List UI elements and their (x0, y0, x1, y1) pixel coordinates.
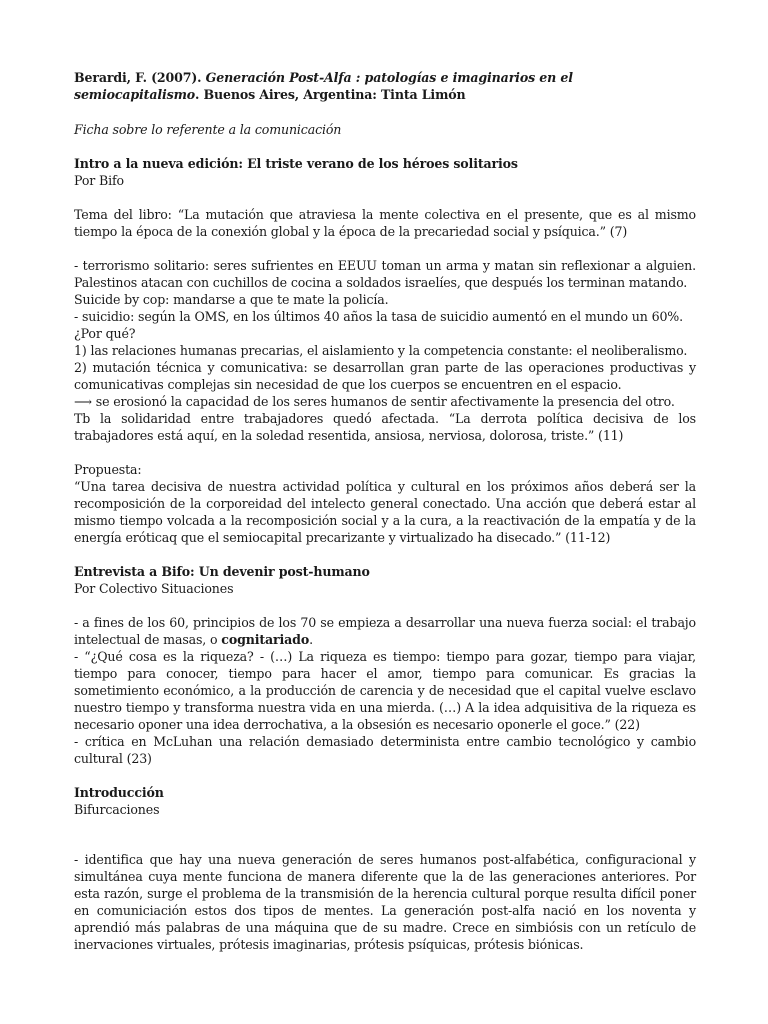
section-author-entrevista: Por Colectivo Situaciones (74, 581, 234, 596)
section-author-intro: Por Bifo (74, 173, 124, 188)
propuesta-label: Propuesta: (74, 462, 142, 477)
entrevista-point-1 (74, 614, 696, 648)
reference-title: Generación Post-Alfa : patologías e imaginarios en el semiocapitalismo (74, 70, 573, 102)
point-suicide-by-cop: Suicide by cop: mandarse a que te mate la policía. (74, 292, 389, 307)
propuesta-quote: “Una tarea decisiva de nuestra actividad política y cultural en los próximos años deberá ser la recomposición de la corporeidad del intelecto general conectado. Una acción que deberá estar al mismo tiempo volcada a la recomposición social y a la cura, a la reactivación de la empatía y de la energía eróticaq que el semiocapital precarizante y virtualizado ha disecado.” (11-12) (74, 479, 696, 545)
point-reason-2: 2) mutación técnica y comunicativa: se desarrollan gran parte de las operaciones productivas y comunicativas complejas sin necesidad de que los cuerpos se encuentren en el espacio. (74, 360, 696, 392)
ficha-subtitle: Ficha sobre lo referente a la comunicación (74, 122, 342, 137)
section-heading-intro: Intro a la nueva edición: El triste verano de los héroes solitarios (74, 156, 518, 171)
cognitariado-term: cognitariado (221, 632, 310, 647)
reference-publisher: . Buenos Aires, Argentina: Tinta Limón (195, 87, 466, 102)
point-por-que: ¿Por qué? (74, 326, 136, 341)
entrevista-point-3: - crítica en McLuhan una relación demasiado determinista entre cambio tecnológico y cambio cultural (23) (74, 734, 696, 766)
introduccion-point-1: - identifica que hay una nueva generación de seres humanos post-alfabética, configuracional y simultánea cuya mente funciona de manera diferente que la de las generaciones anteriores. Por esta razón, surge el problema de la transmisión de la herencia cultural porque resulta difícil poner en comuniciación estos dos tipos de mentes. La generación post-alfa nació en los noventa y aprendió más palabras de una máquina que de su madre. Crece en simbiósis con un retículo de inervaciones virtuales, prótesis imaginarias, prótesis psíquicas, prótesis biónicas. (74, 852, 696, 952)
point-reason-1: 1) las relaciones humanas precarias, el aislamiento y la competencia constante: el neoliberalismo. (74, 343, 688, 358)
section-subheading-bifurcaciones: Bifurcaciones (74, 802, 160, 817)
section-heading-introduccion: Introducción (74, 785, 164, 800)
bibliographic-reference (74, 69, 696, 103)
point-terrorismo: - terrorismo solitario: seres sufrientes en EEUU toman un arma y matan sin reflexionar a alguien. Palestinos atacan con cuchillos de cocina a soldados israelíes, que después los terminan matando. (74, 258, 696, 290)
point-solidaridad: Tb la solidaridad entre trabajadores quedó afectada. “La derrota política decisiva de los trabajadores está aquí, en la soledad resentida, ansiosa, nerviosa, dolorosa, triste.” (11) (74, 411, 696, 443)
entrevista-point-1-text: - a fines de los 60, principios de los 70 se empieza a desarrollar una nueva fuerza social: el trabajo intelectual de masas, o (74, 615, 696, 647)
entrevista-point-2: - “¿Qué cosa es la riqueza? - (…) La riqueza es tiempo: tiempo para gozar, tiempo para viajar, tiempo para conocer, tiempo para hacer el amor, tiempo para comunicar. Es gracias la sometimiento económico, a la producción de carencia y de necesidad que el capital vuelve esclavo nuestro tiempo y transforma nuestra vida en una mierda. (…) A la idea adquisitiva de la riqueza es necesario oponer una idea derrochativa, a la obsesión es necesario oponerle el goce.” (22) (74, 649, 696, 732)
entrevista-point-1-end: . (309, 632, 313, 647)
point-suicidio: - suicidio: según la OMS, en los últimos 40 años la tasa de suicidio aumentó en el mundo un 60%. (74, 309, 683, 324)
point-arrow: ⟶ se erosionó la capacidad de los seres humanos de sentir afectivamente la presencia del otro. (74, 394, 675, 409)
reference-author-year: Berardi, F. (2007). (74, 70, 206, 85)
section-heading-entrevista: Entrevista a Bifo: Un devenir post-humano (74, 564, 370, 579)
tema-paragraph: Tema del libro: “La mutación que atraviesa la mente colectiva en el presente, que es al mismo tiempo la época de la conexión global y la época de la precariedad social y psíquica.” (7) (74, 207, 696, 239)
